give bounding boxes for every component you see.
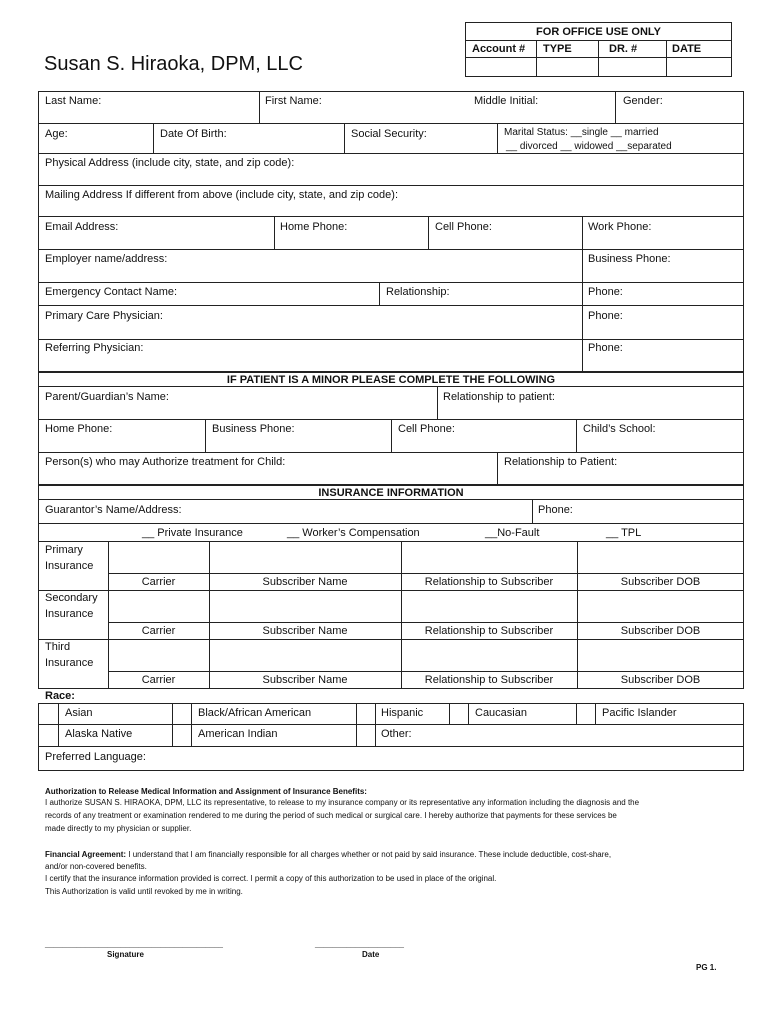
cell-phone-field[interactable]: Cell Phone: <box>435 221 492 233</box>
secondary-insurance-label-2: Insurance <box>45 608 94 620</box>
race-pacific-label: Pacific Islander <box>602 707 677 719</box>
emergency-contact-field[interactable]: Emergency Contact Name: <box>45 286 178 298</box>
race-caucasian-label: Caucasian <box>475 707 527 719</box>
guardian-relationship-field[interactable]: Relationship to patient: <box>443 391 555 403</box>
caucasian-checkbox[interactable] <box>450 704 468 724</box>
childs-school-field[interactable]: Child’s School: <box>583 423 656 435</box>
minor-home-phone-field[interactable]: Home Phone: <box>45 423 113 435</box>
marital-status-options[interactable]: Marital Status: __single __ married <box>504 127 659 138</box>
financial-agreement-line-3: I certify that the insurance information provided is correct. I permit a copy of this authorization to be used in place of the original. <box>45 874 497 883</box>
hispanic-checkbox[interactable] <box>357 704 375 724</box>
financial-agreement-title: Financial Agreement: <box>45 850 127 859</box>
email-field[interactable]: Email Address: <box>45 221 119 233</box>
mailing-address-field[interactable]: Mailing Address If different from above (include city, state, and zip code): <box>45 189 398 201</box>
physical-address-field[interactable]: Physical Address (include city, state, and zip code): <box>45 157 295 169</box>
primary-care-field[interactable]: Primary Care Physician: <box>45 310 163 322</box>
referring-physician-field[interactable]: Referring Physician: <box>45 342 144 354</box>
primary-subscriber-label: Subscriber Name <box>262 576 348 588</box>
secondary-carrier-label: Carrier <box>141 625 176 637</box>
emergency-phone-field[interactable]: Phone: <box>588 286 623 298</box>
minor-section-header: IF PATIENT IS A MINOR PLEASE COMPLETE THE FOLLOWING <box>226 374 556 386</box>
third-insurance-label: Third <box>45 641 71 653</box>
third-insurance-label-2: Insurance <box>45 657 94 669</box>
minor-cell-phone-field[interactable]: Cell Phone: <box>398 423 455 435</box>
alaska-checkbox[interactable] <box>39 725 58 746</box>
emergency-relationship-field[interactable]: Relationship: <box>386 286 450 298</box>
practice-name: Susan S. Hiraoka, DPM, LLC <box>44 53 303 75</box>
middle-initial-field[interactable]: Middle Initial: <box>474 95 539 107</box>
primary-carrier-label: Carrier <box>141 576 176 588</box>
home-phone-field[interactable]: Home Phone: <box>280 221 348 233</box>
authorization-line-1: I authorize SUSAN S. HIRAOKA, DPM, LLC its representative, to release to my insurance company or its representative any information including the diagnosis and the <box>45 798 640 807</box>
race-alaska-label: Alaska Native <box>65 728 133 740</box>
marital-status-options-2[interactable]: __ divorced __ widowed __separated <box>506 141 672 152</box>
office-type-header: TYPE <box>543 43 572 55</box>
referring-phone-field[interactable]: Phone: <box>588 342 623 354</box>
private-insurance-option[interactable]: __ Private Insurance <box>142 527 243 539</box>
age-field[interactable]: Age: <box>45 128 68 140</box>
primary-care-phone-field[interactable]: Phone: <box>588 310 623 322</box>
financial-agreement-text: I understand that I am financially responsible for all charges whether or not paid by said insurance. These include deductible, cost-share, <box>126 850 612 859</box>
financial-agreement-line-2: and/or non-covered benefits. <box>45 862 147 871</box>
secondary-subscriber-label: Subscriber Name <box>262 625 348 637</box>
guardian-name-field[interactable]: Parent/Guardian’s Name: <box>45 391 169 403</box>
race-american-indian-label: American Indian <box>198 728 278 740</box>
race-asian-label: Asian <box>65 707 93 719</box>
race-black-label: Black/African American <box>198 707 312 719</box>
office-dr-header: DR. # <box>609 43 638 55</box>
primary-dob-label: Subscriber DOB <box>620 576 701 588</box>
office-date-header: DATE <box>672 43 702 55</box>
office-account-header: Account # <box>472 43 526 55</box>
authorization-line-3: made directly to my physician or supplier. <box>45 824 192 833</box>
black-checkbox[interactable] <box>173 704 191 724</box>
race-other-field[interactable]: Other: <box>381 728 412 740</box>
asian-checkbox[interactable] <box>39 704 58 724</box>
race-label: Race: <box>45 690 75 702</box>
primary-relationship-label: Relationship to Subscriber <box>424 576 554 588</box>
no-fault-option[interactable]: __No-Fault <box>485 527 540 539</box>
preferred-language-field[interactable]: Preferred Language: <box>45 751 146 763</box>
financial-agreement-line-4: This Authorization is valid until revoked by me in writing. <box>45 887 243 896</box>
business-phone-field[interactable]: Business Phone: <box>588 253 671 265</box>
secondary-relationship-label: Relationship to Subscriber <box>424 625 554 637</box>
third-subscriber-label: Subscriber Name <box>262 674 348 686</box>
pacific-checkbox[interactable] <box>577 704 595 724</box>
american-indian-checkbox[interactable] <box>173 725 191 746</box>
other-checkbox[interactable] <box>357 725 375 746</box>
office-use-title: FOR OFFICE USE ONLY <box>536 26 661 38</box>
secondary-insurance-label: Secondary <box>45 592 98 604</box>
employer-field[interactable]: Employer name/address: <box>45 253 168 265</box>
first-name-field[interactable]: First Name: <box>265 95 322 107</box>
date-line[interactable]: ____________________ <box>315 939 404 948</box>
page-number: PG 1. <box>696 963 717 972</box>
insurance-section-header: INSURANCE INFORMATION <box>318 487 464 499</box>
authorized-persons-field[interactable]: Person(s) who may Authorize treatment for Child: <box>45 456 286 468</box>
signature-line[interactable]: ________________________________________ <box>45 939 223 948</box>
primary-insurance-label-2: Insurance <box>45 560 94 572</box>
authorized-relationship-field[interactable]: Relationship to Patient: <box>504 456 618 468</box>
gender-field[interactable]: Gender: <box>623 95 663 107</box>
work-phone-field[interactable]: Work Phone: <box>588 221 652 233</box>
financial-agreement-line-1 <box>45 849 611 861</box>
tpl-option[interactable]: __ TPL <box>606 527 642 539</box>
primary-insurance-label: Primary <box>45 544 83 556</box>
third-dob-label: Subscriber DOB <box>620 674 701 686</box>
workers-comp-option[interactable]: __ Worker’s Compensation <box>287 527 420 539</box>
minor-business-phone-field[interactable]: Business Phone: <box>212 423 295 435</box>
third-carrier-label: Carrier <box>141 674 176 686</box>
date-label: Date <box>362 950 380 959</box>
third-relationship-label: Relationship to Subscriber <box>424 674 554 686</box>
ssn-field[interactable]: Social Security: <box>351 128 427 140</box>
guarantor-phone-field[interactable]: Phone: <box>538 504 573 516</box>
authorization-line-2: records of any treatment or examination rendered to me during the period of such medical or surgical care. I hereby authorize that payments for these services be <box>45 811 617 820</box>
secondary-dob-label: Subscriber DOB <box>620 625 701 637</box>
signature-label: Signature <box>107 950 144 959</box>
last-name-field[interactable]: Last Name: <box>45 95 102 107</box>
race-hispanic-label: Hispanic <box>381 707 424 719</box>
guarantor-field[interactable]: Guarantor’s Name/Address: <box>45 504 182 516</box>
authorization-title: Authorization to Release Medical Information and Assignment of Insurance Benefits: <box>45 787 367 796</box>
dob-field[interactable]: Date Of Birth: <box>160 128 227 140</box>
